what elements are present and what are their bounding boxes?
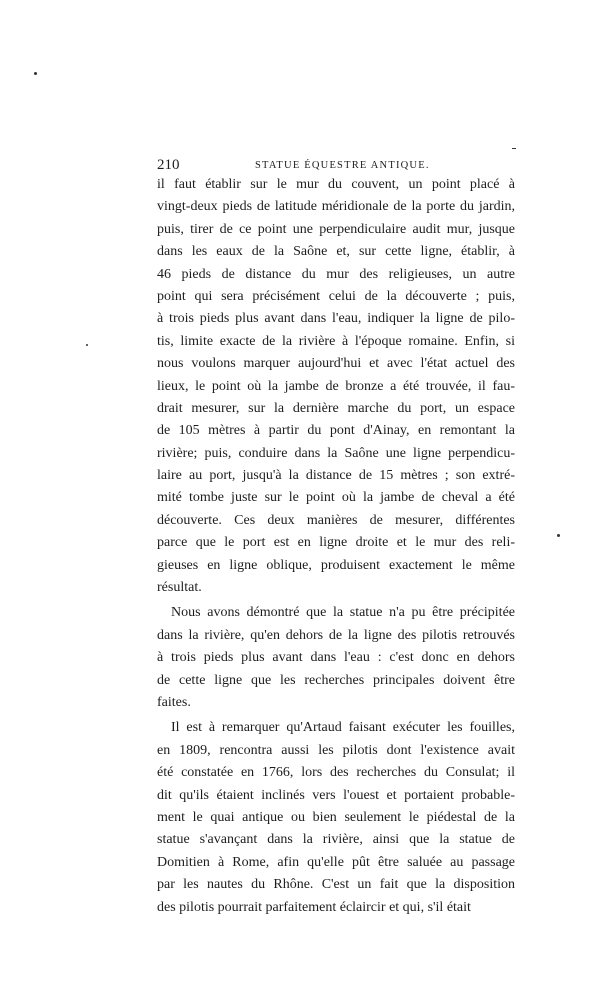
text-line: point qui sera précisément celui de la découverte ; puis,	[157, 288, 515, 304]
text-line: mité tombe juste sur le point où la jambe de cheval a été	[157, 490, 515, 506]
text-line: lieux, le point où la jambe de bronze a été trouvée, il fau-	[157, 378, 515, 394]
text-line: parce que le port est en ligne droite et le mur des reli-	[157, 535, 515, 551]
ink-speck	[86, 344, 88, 346]
running-title: STATUE ÉQUESTRE ANTIQUE.	[255, 160, 430, 171]
text-line: résultat.	[157, 580, 202, 596]
text-line: ment le quai antique ou bien seulement le piédestal de la	[157, 809, 515, 825]
text-line: 46 pieds de distance du mur des religieuses, un autre	[157, 266, 515, 282]
text-line: de 105 mètres à partir du pont d'Ainay, en remontant la	[157, 423, 515, 439]
text-line: des pilotis pourrait parfaitement éclaircir et qui, s'il était	[157, 899, 471, 915]
ink-speck	[34, 72, 37, 75]
text-line: Domitien à Rome, afin qu'elle pût être saluée au passage	[157, 854, 515, 870]
text-line: drait mesurer, sur la dernière marche du port, un espace	[157, 400, 515, 416]
paragraph	[157, 717, 515, 919]
text-line: Nous avons démontré que la statue n'a pu être précipitée	[171, 605, 515, 621]
text-line: gieuses en ligne oblique, produisent exactement le même	[157, 557, 515, 573]
text-line: nous voulons marquer aujourd'hui et avec l'état actuel des	[157, 356, 515, 372]
text-line: Il est à remarquer qu'Artaud faisant exécuter les fouilles,	[171, 720, 515, 736]
text-line: par les nautes du Rhône. C'est un fait que la disposition	[157, 877, 515, 893]
text-line: dans les eaux de la Saône et, sur cette ligne, établir, à	[157, 244, 515, 260]
paragraph	[157, 602, 515, 714]
text-line: puis, tirer de ce point une perpendiculaire audit mur, jusque	[157, 221, 515, 237]
body-text	[157, 174, 515, 919]
text-line: découverte. Ces deux manières de mesurer, différentes	[157, 512, 515, 528]
text-line: tis, limite exacte de la rivière à l'époque romaine. Enfin, si	[157, 333, 515, 349]
text-line: laire au port, jusqu'à la distance de 15 mètres ; son extré-	[157, 468, 515, 484]
text-line: de cette ligne que les recherches principales doivent être	[157, 672, 515, 688]
paragraph	[157, 174, 515, 599]
text-line: à trois pieds plus avant dans l'eau, indiquer la ligne de pilo-	[157, 311, 515, 327]
text-line: vingt-deux pieds de latitude méridionale de la porte du jardin,	[157, 199, 515, 215]
text-line: à trois pieds plus avant dans l'eau : c'est donc en dehors	[157, 650, 515, 666]
text-line: rivière; puis, conduire dans la Saône une ligne perpendicu-	[157, 445, 515, 461]
text-line: dit qu'ils étaient inclinés vers l'ouest et portaient probable-	[157, 787, 515, 803]
page-number: 210	[157, 157, 180, 173]
text-line: en 1809, rencontra aussi les pilotis dont l'existence avait	[157, 742, 515, 758]
text-line: été constatée en 1766, lors des recherches du Consulat; il	[157, 765, 515, 781]
ink-speck	[512, 148, 516, 149]
text-line: dans la rivière, qu'en dehors de la ligne des pilotis retrouvés	[157, 627, 515, 643]
ink-speck	[557, 534, 560, 537]
page-header	[157, 155, 515, 175]
text-line: il faut établir sur le mur du couvent, un point placé à	[157, 177, 515, 192]
text-line: faites.	[157, 694, 191, 710]
text-line: statue s'avançant dans la rivière, ainsi que la statue de	[157, 832, 515, 848]
